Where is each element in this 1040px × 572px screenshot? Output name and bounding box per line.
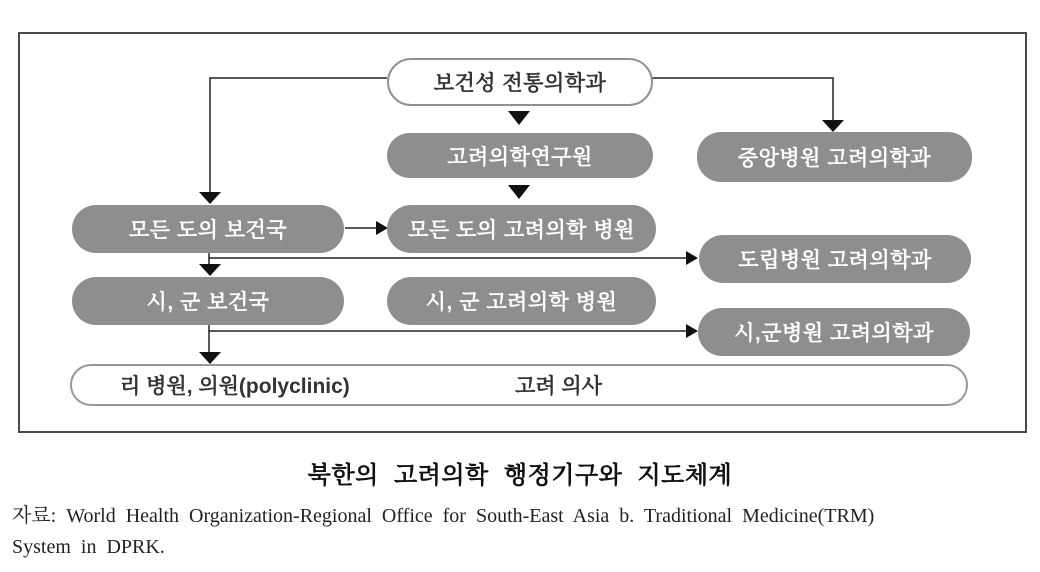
source-text: World Health Organization-Regional Office for South-East Asia b. Traditional Medicine(TRM) bbox=[66, 505, 875, 527]
node-city-county-hospital-koryo-dept: 시,군병원 고려의학과 bbox=[698, 308, 970, 356]
label-koryo-doctor: 고려 의사 bbox=[515, 375, 602, 398]
source-line-1 bbox=[12, 499, 1032, 528]
node-central-hospital-koryo-dept: 중앙병원 고려의학과 bbox=[697, 132, 972, 182]
node-koryo-medicine-research-institute: 고려의학연구원 bbox=[387, 133, 653, 178]
node-ministry-traditional-medicine-dept: 보건성 전통의학과 bbox=[387, 58, 653, 106]
node-ri-hospital-and-koryo-doctor bbox=[70, 364, 968, 406]
node-province-koryo-hospital: 모든 도의 고려의학 병원 bbox=[387, 205, 656, 253]
node-city-county-health-bureau: 시, 군 보건국 bbox=[72, 277, 344, 325]
source-line-2: System in DPRK. bbox=[12, 536, 165, 558]
label-ri-hospital-polyclinic: 리 병원, 의원(polyclinic) bbox=[120, 375, 350, 398]
node-province-health-bureau: 모든 도의 보건국 bbox=[72, 205, 344, 253]
node-provincial-hospital-koryo-dept: 도립병원 고려의학과 bbox=[699, 235, 971, 283]
source-label: 자료: bbox=[12, 505, 57, 527]
source-note bbox=[12, 499, 1032, 559]
node-city-county-koryo-hospital: 시, 군 고려의학 병원 bbox=[387, 277, 656, 325]
figure-caption: 북한의 고려의학 행정기구와 지도체계 bbox=[307, 462, 733, 489]
